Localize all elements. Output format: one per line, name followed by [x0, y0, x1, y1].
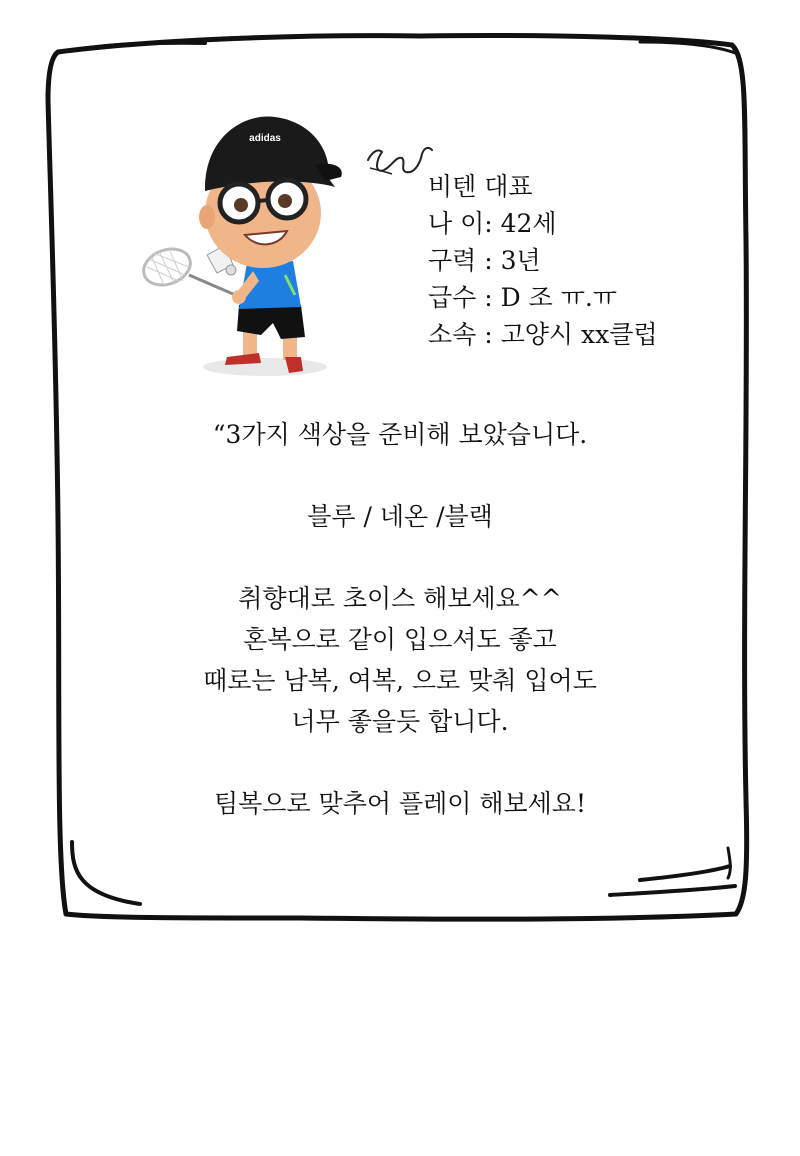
cap	[205, 117, 335, 191]
message-text	[0, 414, 800, 824]
profile-name: 비텐 대표	[428, 172, 533, 201]
message-line: 취향대로 초이스 해보세요^^	[238, 584, 562, 613]
frame-stroke-bottom-right-1	[640, 866, 730, 880]
message-line	[0, 455, 800, 496]
message-line: 때로는 남복, 여복, 으로 맞춰 입어도	[203, 666, 597, 695]
frame-stroke-right	[728, 848, 730, 878]
message-line: 블루 / 네온 /블랙	[307, 502, 493, 531]
frame-stroke-bottom-left	[72, 842, 140, 904]
message-line: 팀복으로 맞추어 플레이 해보세요!	[214, 789, 586, 818]
cap-logo-text: adidas	[249, 133, 281, 144]
message-line: “3가지 색상을 준비해 보았습니다.	[212, 420, 588, 449]
avatar-shadow	[203, 358, 327, 376]
profile-info	[428, 168, 658, 353]
profile-grade: 급수 : D 조 ㅠ.ㅠ	[428, 283, 617, 312]
message-line	[0, 742, 800, 783]
avatar-illustration	[135, 95, 365, 385]
message-line: 혼복으로 같이 입으셔도 좋고	[243, 625, 557, 654]
message-line: 너무 좋을듯 합니다.	[291, 707, 509, 736]
frame-stroke-top	[75, 43, 205, 50]
frame-stroke-bottom-right-2	[610, 886, 735, 895]
profile-experience: 구력 : 3년	[428, 246, 541, 275]
message-line	[0, 537, 800, 578]
profile-age: 나 이: 42세	[428, 209, 557, 238]
profile-club: 소속 : 고양시 xx클럽	[428, 320, 658, 349]
